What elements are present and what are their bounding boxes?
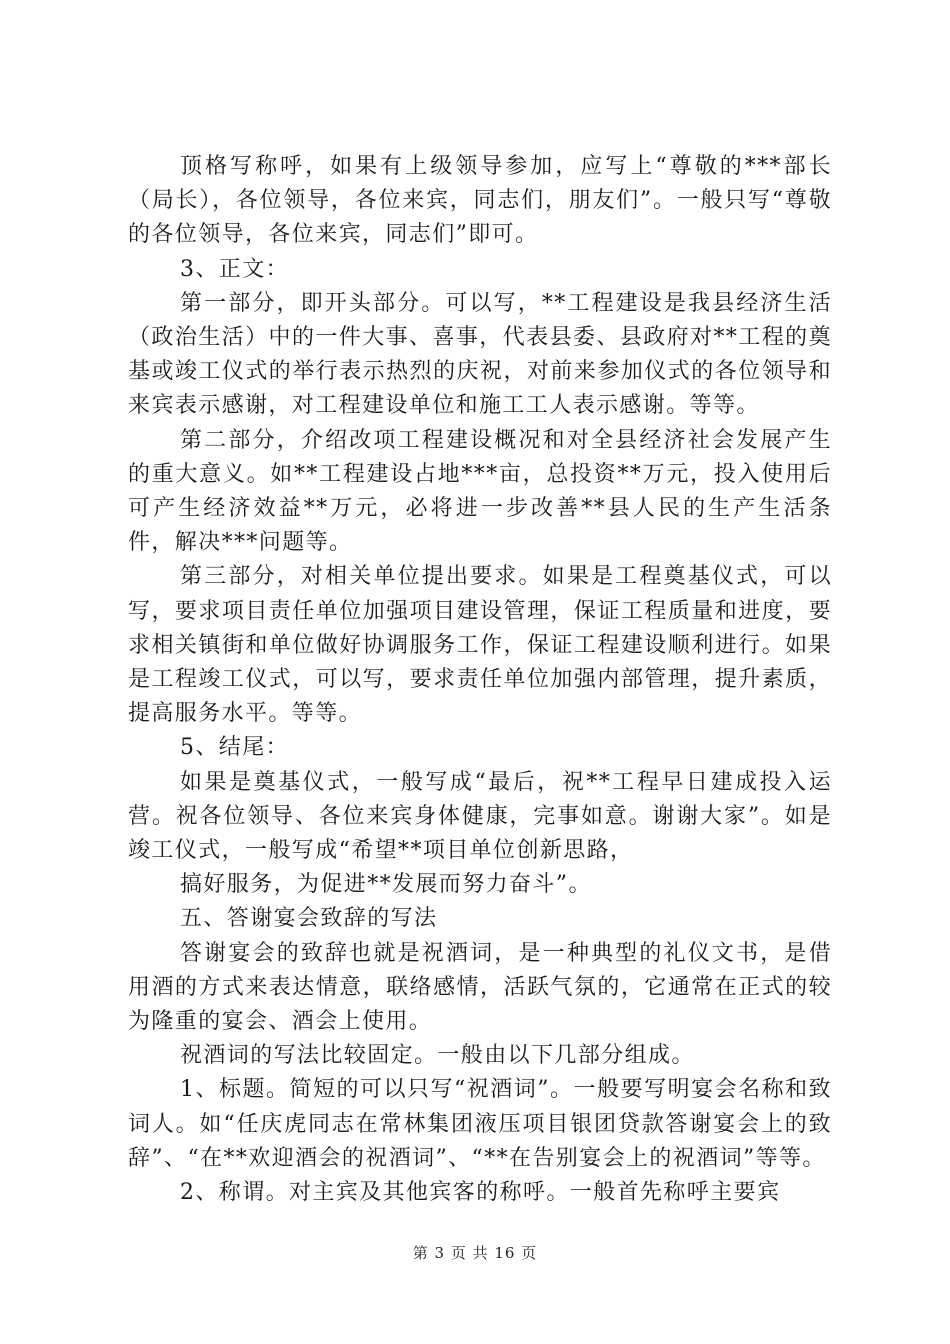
document-body — [128, 150, 832, 1210]
paragraph-heading-ending: 5、结尾： — [180, 735, 289, 761]
paragraph-ending: 如果是奠基仪式，一般写成“最后，祝**工程早日建成投入运营。祝各位领导、各位来宾身体健康，完事如意。谢谢大家”。如是竣工仪式，一般写成“希望**项目单位创新思路， — [128, 769, 832, 864]
paragraph-part-two: 第二部分，介绍改项工程建设概况和对全县经济社会发展产生的重大意义。如**工程建设占地***亩，总投资**万元，投入使用后可产生经济效益**万元，必将进一步改善**县人民的生产生活条件，解决***问题等。 — [128, 427, 832, 556]
paragraph-heading-main-text: 3、正文： — [180, 256, 289, 282]
paragraph-toast-title: 1、标题。简短的可以只写“祝酒词”。一般要写明宴会名称和致词人。如“任庆虎同志在常林集团液压项目银团贷款答谢宴会上的致辞”、“在**欢迎酒会的祝酒词”、“**在告别宴会上的祝酒词”等等。 — [128, 1077, 832, 1171]
paragraph-toast-structure: 祝酒词的写法比较固定。一般由以下几部分组成。 — [180, 1043, 695, 1069]
paragraph-salutation: 顶格写称呼，如果有上级领导参加，应写上“尊敬的***部长（局长），各位领导，各位来宾，同志们，朋友们”。一般只写“尊敬的各位领导，各位来宾，同志们”即可。 — [128, 154, 832, 248]
page-footer: 第 3 页 共 16 页 — [412, 1244, 538, 1262]
paragraph-toast-intro: 答谢宴会的致辞也就是祝酒词，是一种典型的礼仪文书，是借用酒的方式来表达情意，联络感情，活跃气氛的，它通常在正式的较为隆重的宴会、酒会上使用。 — [128, 940, 832, 1035]
section-heading-banquet: 五、答谢宴会致辞的写法 — [180, 906, 438, 932]
paragraph-part-three: 第三部分，对相关单位提出要求。如果是工程奠基仪式，可以写，要求项目责任单位加强项目建设管理，保证工程质量和进度，要求相关镇街和单位做好协调服务工作，保证工程建设顺利进行。如果是工程竣工仪式，可以写，要求责任单位加强内部管理，提升素质，提高服务水平。等等。 — [128, 564, 832, 727]
paragraph-part-one: 第一部分，即开头部分。可以写，**工程建设是我县经济生活（政治生活）中的一件大事、喜事，代表县委、县政府对**工程的奠基或竣工仪式的举行表示热烈的庆祝，对前来参加仪式的各位领导和来宾表示感谢，对工程建设单位和施工工人表示感谢。等等。 — [128, 290, 832, 419]
paragraph-toast-salutation: 2、称谓。对主宾及其他宾客的称呼。一般首先称呼主要宾 — [180, 1180, 781, 1206]
paragraph-ending-continued: 搞好服务，为促进**发展而努力奋斗”。 — [180, 872, 592, 898]
